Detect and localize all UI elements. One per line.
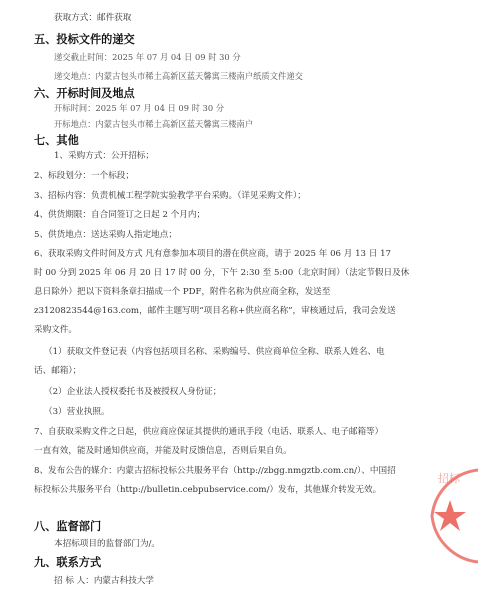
section-5-heading: 五、投标文件的递交 bbox=[34, 32, 135, 46]
item-7-line-2: 一直有效，能及时通知供应商，并能及时反馈信息，否则后果自负。 bbox=[34, 446, 292, 456]
section-8-heading: 八、监督部门 bbox=[34, 519, 102, 533]
section-7-heading: 七、其他 bbox=[34, 133, 79, 147]
section-6-heading: 六、开标时间及地点 bbox=[34, 86, 135, 100]
seal-ring bbox=[432, 470, 478, 562]
section-9-heading: 九、联系方式 bbox=[34, 555, 102, 569]
opening-time: 开标时间：2025 年 07 月 04 日 09 时 30 分 bbox=[54, 103, 225, 113]
item-2: 2、标段划分：一个标段； bbox=[34, 171, 134, 181]
item-5: 5、供货地点：送达采购人指定地点； bbox=[34, 230, 177, 240]
submission-location: 递交地点：内蒙古包头市稀土高新区蓝天馨寓三楼南户纸质文件递交 bbox=[54, 71, 303, 81]
seal-text: 招标 bbox=[438, 472, 460, 485]
item-7-line-1: 7、自获取采购文件之日起，供应商应保证其提供的通讯手段（电话、联系人、电子邮箱等） bbox=[34, 427, 384, 437]
supervision-text: 本招标项目的监督部门为/。 bbox=[54, 539, 161, 549]
delivery-method-line: 获取方式：邮件获取 bbox=[54, 13, 132, 23]
item-6-line-2: 时 00 分到 2025 年 06 月 20 日 17 时 00 分，下午 2:30 至 5:00（北京时间）（法定节假日及休 bbox=[34, 268, 410, 278]
tenderer-line: 招 标 人：内蒙古科技大学 bbox=[54, 576, 154, 586]
material-2: （2）企业法人授权委托书及被授权人身份证； bbox=[44, 387, 222, 397]
item-1: 1、采购方式：公开招标； bbox=[54, 151, 154, 161]
submission-deadline: 递交截止时间：2025 年 07 月 04 日 09 时 30 分 bbox=[54, 52, 241, 62]
opening-location: 开标地点：内蒙古包头市稀土高新区蓝天馨寓三楼南户 bbox=[54, 119, 254, 129]
item-8-line-1: 8、发布公告的媒介：内蒙古招标投标公共服务平台（http://zbgg.nmgztb.com.cn/）、中国招 bbox=[34, 466, 396, 476]
material-1-line-2: 话、邮箱）； bbox=[34, 366, 82, 376]
item-6-line-4: z3120823544@163.com，邮件主题写明“项目名称+供应商名称”，审核通过后，我司会发送 bbox=[34, 306, 396, 316]
item-6-line-3: 息日除外）把以下资料条章扫描成一个 PDF，附件名称为供应商全称，发送至 bbox=[34, 287, 331, 297]
item-6-line-1: 6、获取采购文件时间及方式 凡有意参加本项目的潜在供应商，请于 2025 年 06 月 13 日 17 bbox=[34, 249, 391, 259]
material-3: （3）营业执照。 bbox=[44, 407, 110, 417]
seal-star-icon bbox=[434, 500, 466, 531]
official-seal-stamp bbox=[428, 466, 492, 566]
item-6-line-5: 采购文件。 bbox=[34, 325, 77, 335]
item-4: 4、供货期限：自合同签订之日起 2 个月内； bbox=[34, 210, 206, 220]
item-8-line-2: 标投标公共服务平台（http://bulletin.cebpubservice.com/）发布，其他媒介转发无效。 bbox=[34, 485, 382, 495]
item-3: 3、招标内容：负责机械工程学院实验教学平台采购。（详见采购文件）； bbox=[34, 191, 306, 201]
material-1-line-1: （1）获取文件登记表（内容包括项目名称、采购编号、供应商单位全称、联系人姓名、电 bbox=[44, 347, 385, 357]
